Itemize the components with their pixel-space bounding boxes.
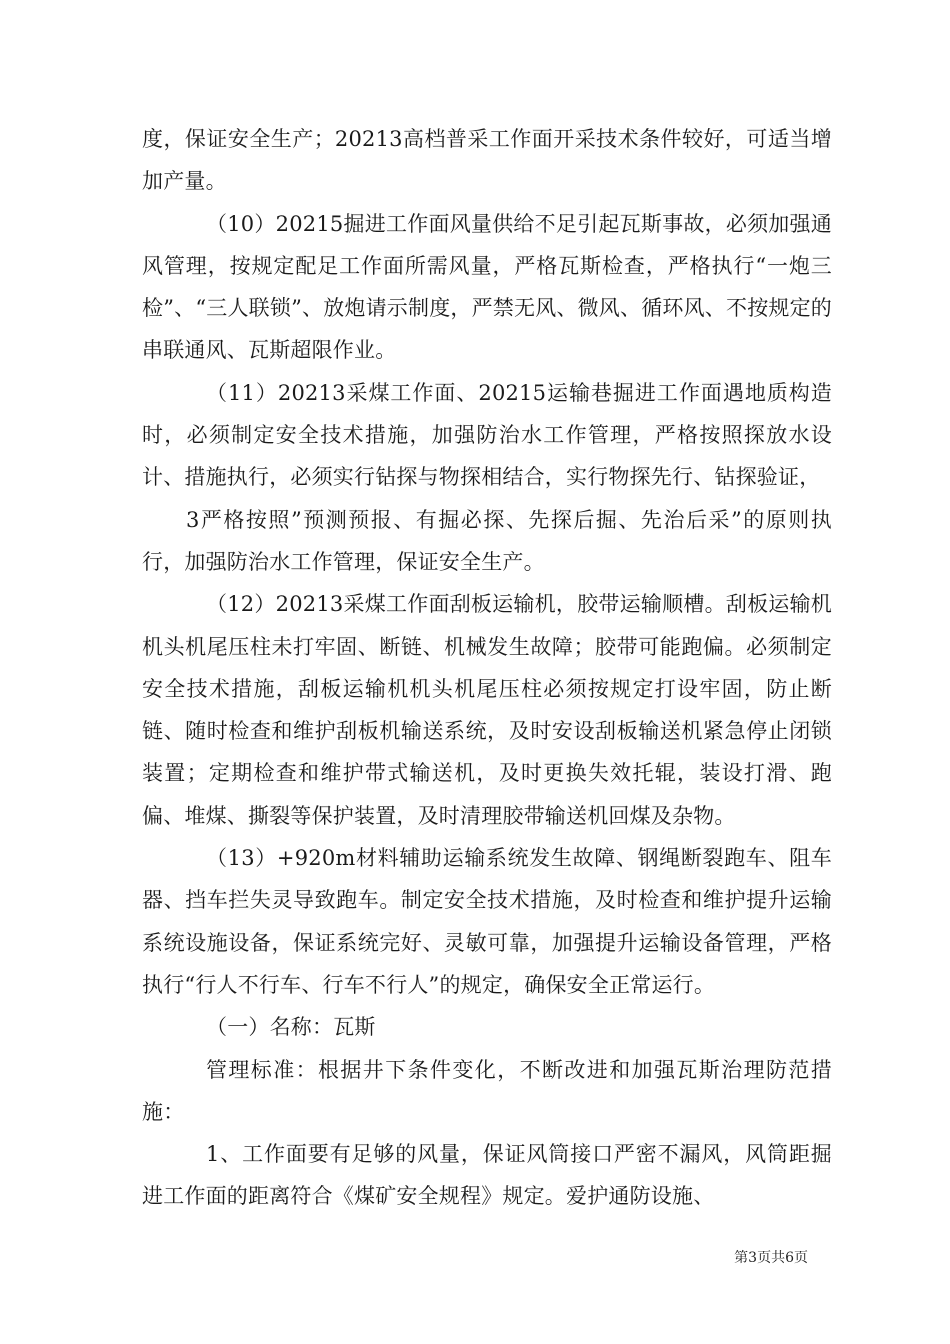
paragraph-management-standard: 管理标准：根据井下条件变化，不断改进和加强瓦斯治理防范措施：	[142, 1057, 832, 1124]
paragraph-measure-1: 1、工作面要有足够的风量，保证风筒接口严密不漏风，风筒距掘进工作面的距离符合《煤矿安全规程》规定。爱护通防设施、	[142, 1142, 832, 1209]
paragraph-item-13: （13）+920m材料辅助运输系统发生故障、钢绳断裂跑车、阻车器、挡车拦失灵导致跑车。制定安全技术措施，及时检查和维护提升运输系统设施设备，保证系统完好、灵敏可靠，加强提升运输设备管理，严格执行“行人不行车、行车不行人”的规定，确保安全正常运行。	[142, 846, 832, 997]
paragraph-item-10: （10）20215掘进工作面风量供给不足引起瓦斯事故，必须加强通风管理，按规定配足工作面所需风量，严格瓦斯检查，严格执行“一炮三检”、“三人联锁”、放炮请示制度，严禁无风、微风、循环风、不按规定的串联通风、瓦斯超限作业。	[142, 211, 833, 363]
paragraph-principle: 3严格按照”预测预报、有掘必探、先探后掘、先治后采”的原则执行，加强防治水工作管理，保证安全生产。	[142, 507, 832, 574]
document-body	[142, 118, 832, 1218]
paragraph-continuation: 度，保证安全生产；20213高档普采工作面开采技术条件较好，可适当增加产量。	[142, 127, 832, 194]
paragraph-item-11: （11）20213采煤工作面、20215运输巷掘进工作面遇地质构造时，必须制定安全技术措施，加强防治水工作管理，严格按照探放水设计、措施执行，必须实行钻探与物探相结合，实行物探先行、钻探验证，	[142, 380, 832, 490]
paragraph-item-12: （12）20213采煤工作面刮板运输机，胶带运输顺槽。刮板运输机机头机尾压柱未打牢固、断链、机械发生故障；胶带可能跑偏。必须制定安全技术措施，刮板运输机机头机尾压柱必须按规定打设牢固，防止断链、随时检查和维护刮板机输送系统，及时安设刮板输送机紧急停止闭锁装置；定期检查和维护带式输送机，及时更换失效托辊，装设打滑、跑偏、堆煤、撕裂等保护装置，及时清理胶带输送机回煤及杂物。	[142, 592, 832, 828]
section-heading-gas: （一）名称：瓦斯	[206, 1015, 376, 1040]
page-number-footer: 第3页共6页	[734, 1250, 808, 1266]
